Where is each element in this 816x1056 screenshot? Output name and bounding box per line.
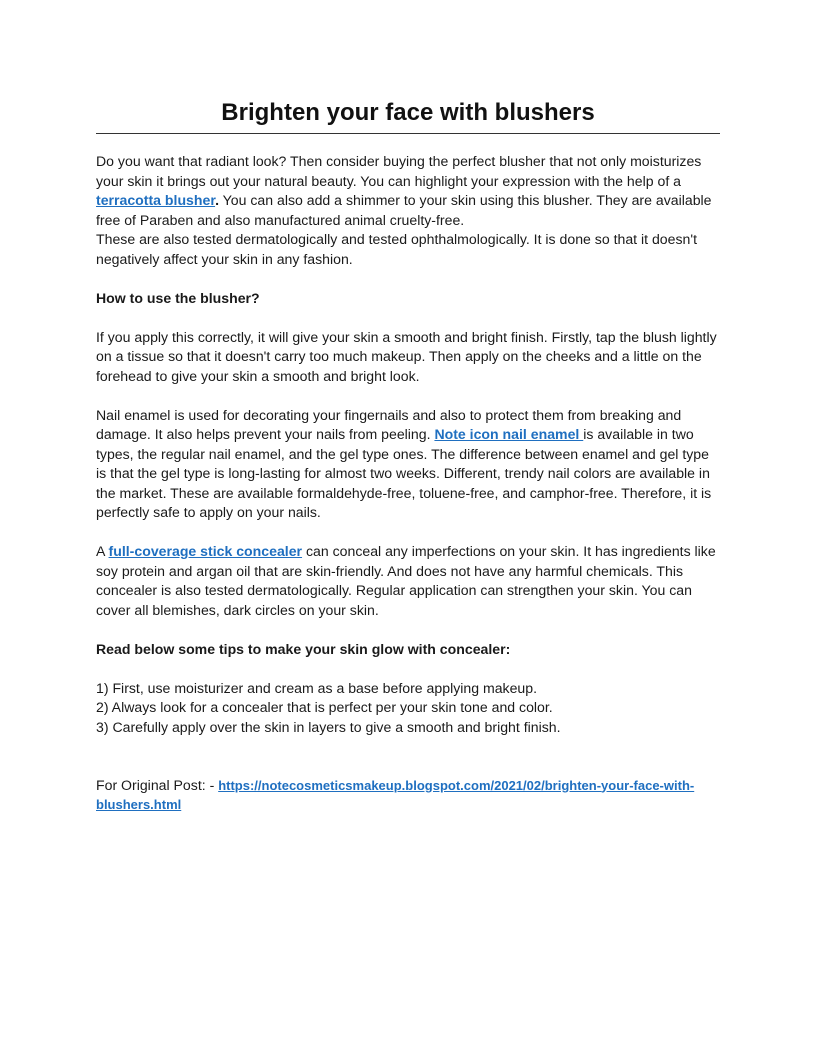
concealer-text: A — [96, 543, 109, 559]
page-title: Brighten your face with blushers — [96, 96, 720, 134]
intro-text: Do you want that radiant look? Then consider buying the perfect blusher that not only moisturizes your skin it brings out your natural beauty. You can highlight your expression with the help of a — [96, 153, 702, 189]
article-body — [96, 152, 720, 815]
paragraph-concealer — [96, 542, 720, 620]
heading-how-to-use: How to use the blusher? — [96, 289, 260, 306]
paragraph-apply: If you apply this correctly, it will give your skin a smooth and bright finish. Firstly, tap the blush lightly on a tissue so that it doesn't carry too much makeup. Then apply on the cheeks and a little on the forehead to give your skin a smooth and bright look. — [96, 328, 717, 384]
heading-tips: Read below some tips to make your skin glow with concealer: — [96, 640, 511, 657]
source-label: For Original Post: - — [96, 776, 219, 793]
nail-text: Nail enamel is used for decorating your fingernails and also to protect them from breaking and damage. It also helps prevent your nails from peeling. — [96, 406, 682, 442]
concealer-text-cont: can conceal any imperfections on your skin. It has ingredients like soy protein and argan oil that are skin-friendly. And does not have any harmful chemicals. This concealer is also tested dermatologically. Regular application can strengthen your skin. You can cover all blemishes, dark circles on your skin. — [96, 543, 716, 618]
nail-enamel-link[interactable]: Note icon nail enamel — [434, 426, 584, 442]
tip-item: 3) Carefully apply over the skin in layers to give a smooth and bright finish. — [96, 718, 561, 735]
intro-period: . — [215, 192, 219, 208]
concealer-link[interactable]: full-coverage stick concealer — [108, 543, 303, 559]
paragraph-intro — [96, 152, 720, 230]
nail-text-cont: is available in two types, the regular nail enamel, and the gel type ones. The difference between enamel and gel type is that the gel type is long-lasting for almost two weeks. Different, trendy nail colors are available in the market. These are available formaldehyde-free, toluene-free, and camphor-free. Therefore, it is perfectly safe to apply on your nails. — [96, 426, 712, 520]
paragraph-nail-enamel — [96, 406, 720, 523]
paragraph-tested: These are also tested dermatologically and tested ophthalmologically. It is done so that it doesn't negatively affect your skin in any fashion. — [96, 231, 697, 267]
terracotta-blusher-link[interactable]: terracotta blusher — [96, 192, 216, 208]
tip-item: 1) First, use moisturizer and cream as a base before applying makeup. — [96, 679, 538, 696]
document-page — [96, 96, 720, 815]
intro-text-cont: You can also add a shimmer to your skin using this blusher. They are available free of Paraben and also manufactured animal cruelty-free. — [96, 192, 712, 228]
original-post-source — [96, 776, 720, 815]
source-url-link[interactable]: https://notecosmeticsmakeup.blogspot.com/2021/02/brighten-your-face-with-blushers.html — [96, 777, 695, 812]
tip-item: 2) Always look for a concealer that is perfect per your skin tone and color. — [96, 699, 553, 715]
